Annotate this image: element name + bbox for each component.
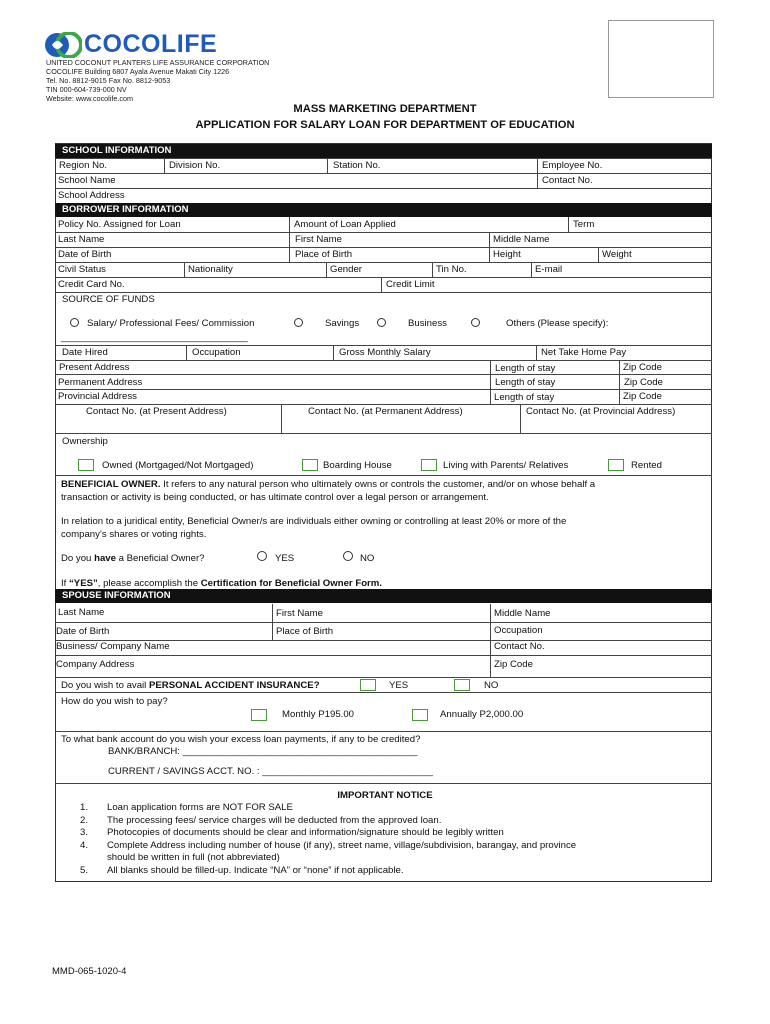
beneficial-owner-paragraph-1b: transaction or activity is being conducted, or has ultimate control over a legal person or arrangement.: [61, 492, 489, 503]
beneficial-owner-question: Do you have a Beneficial Owner?: [61, 553, 205, 564]
tin-field[interactable]: Tin No.: [436, 264, 467, 275]
ownership-label: Ownership: [62, 436, 108, 447]
monthly-checkbox[interactable]: [251, 709, 267, 721]
owned-label: Owned (Mortgaged/Not Mortgaged): [102, 460, 254, 471]
permanent-length-stay[interactable]: Length of stay: [495, 377, 556, 388]
division-no-field[interactable]: Division No.: [169, 160, 221, 171]
station-no-field[interactable]: Station No.: [333, 160, 381, 171]
dob-field[interactable]: Date of Birth: [58, 249, 112, 260]
spouse-occupation[interactable]: Occupation: [494, 625, 543, 636]
civil-status-field[interactable]: Civil Status: [58, 264, 106, 275]
others-label: Others (Please specify):: [506, 318, 609, 329]
annually-label: Annually P2,000.00: [440, 709, 524, 720]
notice-item-text: should be written in full (not abbreviated): [107, 852, 280, 864]
rented-checkbox[interactable]: [608, 459, 624, 471]
beneficial-owner-paragraph-1: BENEFICIAL OWNER. It refers to any natural person who ultimately owns or controls the customer, and/or on whose behalf a: [61, 479, 596, 490]
occupation-field[interactable]: Occupation: [192, 347, 241, 358]
living-checkbox[interactable]: [421, 459, 437, 471]
boarding-label: Boarding House: [323, 460, 392, 471]
notice-item: [80, 827, 504, 838]
spouse-pob[interactable]: Place of Birth: [276, 626, 334, 637]
company-phones: Tel. No. 8812-9015 Fax No. 8812-9053: [46, 76, 171, 85]
monthly-label: Monthly P195.00: [282, 709, 354, 720]
cocolife-logo: [44, 30, 217, 59]
notice-item: [80, 815, 441, 826]
email-field[interactable]: E-mail: [535, 264, 563, 275]
notice-item-number: 3.: [80, 827, 89, 839]
gender-field[interactable]: Gender: [330, 264, 362, 275]
notice-item-number: 2.: [80, 814, 89, 826]
school-address-field[interactable]: School Address: [58, 190, 125, 201]
notice-item-number: 1.: [80, 802, 89, 813]
account-no-field[interactable]: CURRENT / SAVINGS ACCT. NO. : ________________________________: [108, 766, 433, 777]
loan-amount-field[interactable]: Amount of Loan Applied: [294, 219, 396, 230]
logo-text: COCOLIFE: [84, 30, 218, 58]
insurance-question: Do you wish to avail PERSONAL ACCIDENT INSURANCE?: [61, 680, 320, 691]
net-pay-field[interactable]: Net Take Home Pay: [541, 347, 627, 358]
application-title: APPLICATION FOR SALARY LOAN FOR DEPARTMENT OF EDUCATION: [195, 119, 575, 131]
insurance-no-checkbox[interactable]: [454, 679, 470, 691]
payment-question: How do you wish to pay?: [61, 696, 168, 707]
cocolife-logo-icon: [44, 32, 82, 58]
spouse-contact[interactable]: Contact No.: [494, 641, 545, 652]
rented-label: Rented: [631, 460, 662, 471]
notice-item-number: 4.: [80, 839, 89, 851]
source-of-funds-label: SOURCE OF FUNDS: [62, 294, 155, 305]
notice-item: [80, 865, 404, 876]
contact-provincial-field[interactable]: Contact No. (at Provincial Address): [526, 406, 676, 417]
insurance-no-label: NO: [484, 680, 499, 691]
provincial-address-field[interactable]: Provincial Address: [58, 391, 137, 402]
notice-title: IMPORTANT NOTICE: [337, 790, 433, 801]
beneficial-owner-paragraph-2b: company’s shares or voting rights.: [61, 529, 207, 540]
gross-salary-field[interactable]: Gross Monthly Salary: [339, 347, 431, 358]
term-field[interactable]: Term: [573, 219, 595, 230]
notice-item-text: Complete Address including number of house (if any), street name, village/subdivision, barangay, and province: [107, 839, 577, 851]
owned-checkbox[interactable]: [78, 459, 94, 471]
spouse-last-name[interactable]: Last Name: [58, 607, 105, 618]
salary-label: Salary/ Professional Fees/ Commission: [87, 318, 255, 329]
notice-item-text: Photocopies of documents should be clear and information/signature should be legibly written: [107, 827, 504, 839]
policy-no-field[interactable]: Policy No. Assigned for Loan: [58, 219, 181, 230]
last-name-field[interactable]: Last Name: [58, 234, 105, 245]
bank-question: To what bank account do you wish your excess loan payments, if any to be credited?: [61, 734, 421, 745]
permanent-address-field[interactable]: Permanent Address: [58, 377, 143, 388]
notice-item-text: All blanks should be filled-up. Indicate “NA” or “none” if not applicable.: [107, 865, 404, 876]
business-radio[interactable]: [377, 318, 386, 327]
notice-item-text: Loan application forms are NOT FOR SALE: [107, 802, 293, 813]
beneficial-instruction: If “YES”, please accomplish the Certification for Beneficial Owner Form.: [61, 578, 382, 589]
pob-field[interactable]: Place of Birth: [295, 249, 353, 260]
notice-item: [80, 802, 293, 813]
beneficial-yes-radio[interactable]: [257, 551, 267, 561]
form-code: MMD-065-1020-4: [52, 966, 127, 977]
employee-no-field[interactable]: Employee No.: [542, 160, 603, 171]
middle-name-field[interactable]: Middle Name: [493, 234, 550, 245]
first-name-field[interactable]: First Name: [295, 234, 342, 245]
department-title: MASS MARKETING DEPARTMENT: [293, 103, 477, 115]
school-contact-field[interactable]: Contact No.: [542, 175, 593, 186]
beneficial-no-label: NO: [360, 553, 375, 564]
present-zip[interactable]: Zip Code: [623, 362, 662, 373]
provincial-zip[interactable]: Zip Code: [623, 391, 662, 402]
contact-present-field[interactable]: Contact No. (at Present Address): [86, 406, 227, 417]
company-name: UNITED COCONUT PLANTERS LIFE ASSURANCE CORPORATION: [46, 58, 270, 67]
provincial-length-stay[interactable]: Length of stay: [494, 392, 555, 403]
others-specify-line[interactable]: ___________________________________: [61, 332, 248, 343]
spouse-dob[interactable]: Date of Birth: [56, 626, 110, 637]
section-spouse-header: SPOUSE INFORMATION: [55, 589, 712, 603]
nationality-field[interactable]: Nationality: [188, 264, 233, 275]
spouse-middle-name[interactable]: Middle Name: [494, 608, 551, 619]
spouse-company-address[interactable]: Company Address: [56, 659, 135, 670]
contact-permanent-field[interactable]: Contact No. (at Permanent Address): [308, 406, 463, 417]
height-field[interactable]: Height: [493, 249, 521, 260]
credit-limit-field[interactable]: Credit Limit: [386, 279, 435, 290]
business-label: Business: [408, 318, 447, 329]
company-address: COCOLIFE Building 6807 Ayala Avenue Makati City 1226: [46, 67, 230, 76]
credit-card-field[interactable]: Credit Card No.: [58, 279, 125, 290]
notice-item-text: The processing fees/ service charges will be deducted from the approved loan.: [107, 814, 442, 826]
insurance-yes-checkbox[interactable]: [360, 679, 376, 691]
others-radio[interactable]: [471, 318, 480, 327]
bank-branch-field[interactable]: BANK/BRANCH: ____________________________________________: [108, 746, 418, 757]
weight-field[interactable]: Weight: [602, 249, 632, 260]
salary-radio[interactable]: [70, 318, 79, 327]
company-website: Website: www.cocolife.com: [46, 94, 133, 103]
school-name-field[interactable]: School Name: [58, 175, 116, 186]
company-tin: TIN 000-604-739-000 NV: [46, 85, 127, 94]
section-borrower-header: BORROWER INFORMATION: [55, 203, 712, 217]
notice-item-number: 5.: [80, 865, 89, 876]
beneficial-no-radio[interactable]: [343, 551, 353, 561]
company-info: [46, 58, 269, 103]
spouse-zip[interactable]: Zip Code: [494, 659, 533, 670]
living-label: Living with Parents/ Relatives: [443, 460, 569, 471]
insurance-yes-label: YES: [389, 680, 409, 691]
spouse-first-name[interactable]: First Name: [276, 608, 323, 619]
present-address-field[interactable]: Present Address: [59, 362, 130, 373]
notice-item: [80, 840, 576, 851]
section-school-header: SCHOOL INFORMATION: [55, 144, 712, 158]
present-length-stay[interactable]: Length of stay: [495, 363, 556, 374]
date-hired-field[interactable]: Date Hired: [62, 347, 108, 358]
savings-radio[interactable]: [294, 318, 303, 327]
photo-box[interactable]: [608, 20, 714, 98]
annually-checkbox[interactable]: [412, 709, 428, 721]
region-no-field[interactable]: Region No.: [59, 160, 107, 171]
spouse-business[interactable]: Business/ Company Name: [56, 641, 170, 652]
beneficial-owner-paragraph-2: In relation to a juridical entity, Beneficial Owner/s are individuals either owning or controlling at least 20% or more of the: [61, 516, 567, 527]
notice-item: [80, 852, 280, 863]
permanent-zip[interactable]: Zip Code: [624, 377, 663, 388]
beneficial-yes-label: YES: [275, 553, 295, 564]
savings-label: Savings: [325, 318, 360, 329]
boarding-checkbox[interactable]: [302, 459, 318, 471]
